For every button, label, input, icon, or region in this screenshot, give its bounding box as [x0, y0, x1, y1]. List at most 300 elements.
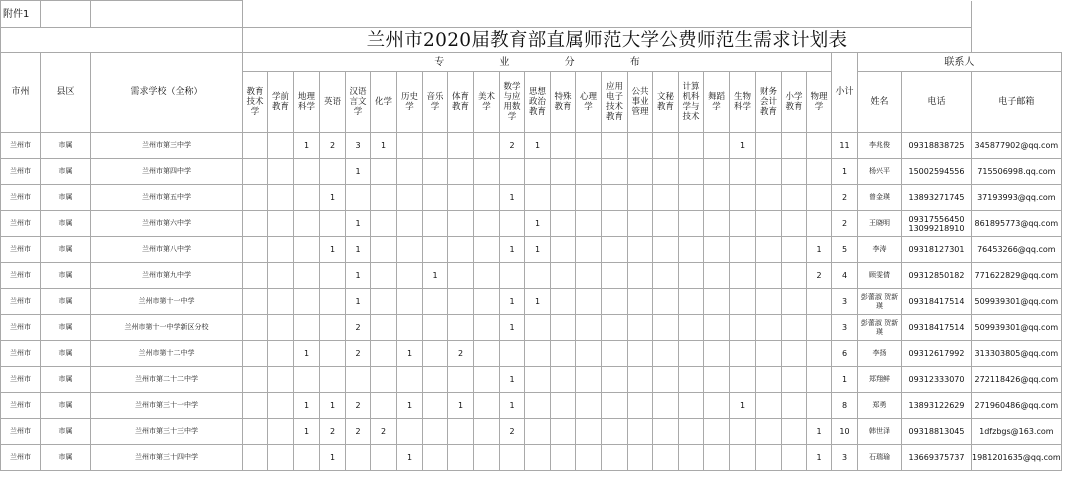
- count-cell: [551, 419, 576, 445]
- count-cell: [397, 211, 423, 237]
- city-cell: 兰州市: [1, 341, 41, 367]
- count-cell: 1: [294, 133, 320, 159]
- count-cell: [653, 445, 679, 471]
- header-major: 心理学: [576, 72, 602, 133]
- header-county: 县区: [41, 53, 91, 133]
- count-cell: [782, 289, 807, 315]
- count-cell: [576, 211, 602, 237]
- count-cell: [807, 341, 832, 367]
- header-major: 体育教育: [448, 72, 474, 133]
- count-cell: [397, 419, 423, 445]
- count-cell: [602, 315, 628, 341]
- count-cell: [448, 185, 474, 211]
- subtotal-cell: 3: [832, 289, 858, 315]
- count-cell: [525, 315, 551, 341]
- school-cell: 兰州市第五中学: [91, 185, 243, 211]
- county-cell: 市属: [41, 445, 91, 471]
- count-cell: [423, 185, 448, 211]
- count-cell: [423, 237, 448, 263]
- phone-cell: 09318813045: [902, 419, 972, 445]
- count-cell: [782, 159, 807, 185]
- count-cell: [448, 419, 474, 445]
- count-cell: [268, 263, 294, 289]
- phone-cell: 09312617992: [902, 341, 972, 367]
- count-cell: [423, 419, 448, 445]
- count-cell: [602, 341, 628, 367]
- count-cell: [243, 159, 268, 185]
- count-cell: [576, 185, 602, 211]
- count-cell: [782, 237, 807, 263]
- count-cell: [807, 315, 832, 341]
- subtotal-cell: 1: [832, 159, 858, 185]
- count-cell: [268, 393, 294, 419]
- count-cell: [268, 159, 294, 185]
- count-cell: [653, 341, 679, 367]
- count-cell: [653, 263, 679, 289]
- count-cell: [474, 445, 500, 471]
- count-cell: [807, 289, 832, 315]
- count-cell: [294, 185, 320, 211]
- count-cell: 1: [294, 419, 320, 445]
- count-cell: [397, 237, 423, 263]
- count-cell: [294, 159, 320, 185]
- count-cell: [474, 341, 500, 367]
- count-cell: [397, 289, 423, 315]
- count-cell: [782, 393, 807, 419]
- count-cell: [807, 185, 832, 211]
- city-cell: 兰州市: [1, 419, 41, 445]
- school-cell: 兰州市第九中学: [91, 263, 243, 289]
- empty-cell: [1, 28, 243, 53]
- county-cell: 市属: [41, 393, 91, 419]
- phone-cell: 09318417514: [902, 315, 972, 341]
- school-cell: 兰州市第三中学: [91, 133, 243, 159]
- count-cell: 1: [423, 263, 448, 289]
- count-cell: [525, 159, 551, 185]
- table-row: [1, 367, 1062, 393]
- count-cell: [679, 211, 704, 237]
- count-cell: [320, 211, 346, 237]
- count-cell: [576, 289, 602, 315]
- count-cell: [602, 367, 628, 393]
- header-major: 化学: [371, 72, 397, 133]
- phone-cell: 09318838725: [902, 133, 972, 159]
- page-title: 兰州市2020届教育部直属师范大学公费师范生需求计划表: [243, 28, 972, 53]
- count-cell: 1: [346, 237, 371, 263]
- count-cell: [551, 263, 576, 289]
- count-cell: [268, 185, 294, 211]
- count-cell: [704, 185, 730, 211]
- contact-name-cell: 郑翔鲜: [858, 367, 902, 393]
- count-cell: [679, 393, 704, 419]
- table-row: [1, 341, 1062, 367]
- count-cell: [474, 185, 500, 211]
- count-cell: [756, 185, 782, 211]
- count-cell: 1: [730, 393, 756, 419]
- count-cell: [602, 263, 628, 289]
- county-cell: 市属: [41, 237, 91, 263]
- count-cell: [576, 133, 602, 159]
- count-cell: [679, 445, 704, 471]
- count-cell: [474, 237, 500, 263]
- count-cell: [448, 445, 474, 471]
- table-row: [1, 393, 1062, 419]
- count-cell: [782, 263, 807, 289]
- count-cell: 2: [500, 419, 525, 445]
- count-cell: [628, 341, 653, 367]
- count-cell: [704, 393, 730, 419]
- email-cell: 37193993@qq.com: [972, 185, 1062, 211]
- header-major: 舞蹈学: [704, 72, 730, 133]
- email-cell: 509939301@qq.com: [972, 315, 1062, 341]
- count-cell: [397, 263, 423, 289]
- table-row: [1, 211, 1062, 237]
- county-cell: 市属: [41, 315, 91, 341]
- count-cell: [653, 367, 679, 393]
- count-cell: 1: [525, 237, 551, 263]
- count-cell: [346, 185, 371, 211]
- email-cell: 1981201635@qq.com: [972, 445, 1062, 471]
- count-cell: [730, 367, 756, 393]
- count-cell: [525, 367, 551, 393]
- count-cell: [448, 133, 474, 159]
- email-cell: 771622829@qq.com: [972, 263, 1062, 289]
- count-cell: [653, 133, 679, 159]
- count-cell: [653, 393, 679, 419]
- count-cell: [730, 263, 756, 289]
- count-cell: [756, 315, 782, 341]
- email-cell: 509939301@qq.com: [972, 289, 1062, 315]
- count-cell: [500, 211, 525, 237]
- count-cell: [602, 419, 628, 445]
- count-cell: [807, 393, 832, 419]
- count-cell: [397, 133, 423, 159]
- count-cell: 1: [320, 237, 346, 263]
- count-cell: [653, 211, 679, 237]
- count-cell: [371, 341, 397, 367]
- contact-name-cell: 彭蕾淑 贺新瑛: [858, 289, 902, 315]
- count-cell: [782, 185, 807, 211]
- header-major: 数学与应用数学: [500, 72, 525, 133]
- count-cell: [551, 211, 576, 237]
- count-cell: [704, 367, 730, 393]
- count-cell: [474, 159, 500, 185]
- count-cell: [807, 159, 832, 185]
- count-cell: [782, 341, 807, 367]
- count-cell: 1: [500, 393, 525, 419]
- count-cell: [628, 237, 653, 263]
- count-cell: [294, 445, 320, 471]
- count-cell: 2: [346, 393, 371, 419]
- count-cell: [268, 315, 294, 341]
- contact-name-cell: 李扬: [858, 341, 902, 367]
- count-cell: [756, 445, 782, 471]
- school-cell: 兰州市第四中学: [91, 159, 243, 185]
- count-cell: [756, 263, 782, 289]
- header-major: 英语: [320, 72, 346, 133]
- count-cell: [782, 133, 807, 159]
- count-cell: [576, 159, 602, 185]
- count-cell: [423, 211, 448, 237]
- count-cell: [243, 211, 268, 237]
- count-cell: [551, 289, 576, 315]
- count-cell: [474, 315, 500, 341]
- count-cell: [474, 289, 500, 315]
- empty-cell: [91, 1, 243, 28]
- count-cell: [551, 393, 576, 419]
- count-cell: 1: [500, 289, 525, 315]
- subtotal-cell: 2: [832, 211, 858, 237]
- table-row: [1, 133, 1062, 159]
- count-cell: [782, 367, 807, 393]
- count-cell: [268, 211, 294, 237]
- count-cell: [423, 289, 448, 315]
- count-cell: [243, 289, 268, 315]
- count-cell: [551, 133, 576, 159]
- count-cell: [243, 393, 268, 419]
- school-cell: 兰州市第二十二中学: [91, 367, 243, 393]
- count-cell: [294, 237, 320, 263]
- subtotal-cell: 3: [832, 445, 858, 471]
- county-cell: 市属: [41, 133, 91, 159]
- count-cell: [525, 419, 551, 445]
- count-cell: [268, 341, 294, 367]
- email-cell: 313303805@qq.com: [972, 341, 1062, 367]
- count-cell: [371, 185, 397, 211]
- contact-name-cell: 李兆俊: [858, 133, 902, 159]
- count-cell: [756, 211, 782, 237]
- count-cell: [371, 289, 397, 315]
- count-cell: 1: [500, 185, 525, 211]
- count-cell: [807, 367, 832, 393]
- count-cell: [756, 133, 782, 159]
- county-cell: 市属: [41, 211, 91, 237]
- count-cell: [294, 315, 320, 341]
- count-cell: [679, 185, 704, 211]
- county-cell: 市属: [41, 289, 91, 315]
- city-cell: 兰州市: [1, 185, 41, 211]
- county-cell: 市属: [41, 159, 91, 185]
- count-cell: 1: [346, 211, 371, 237]
- count-cell: [653, 159, 679, 185]
- count-cell: [628, 419, 653, 445]
- count-cell: [371, 445, 397, 471]
- count-cell: [320, 289, 346, 315]
- header-major: 特殊教育: [551, 72, 576, 133]
- count-cell: [704, 133, 730, 159]
- subtotal-cell: 8: [832, 393, 858, 419]
- count-cell: [551, 341, 576, 367]
- count-cell: [397, 185, 423, 211]
- count-cell: [756, 159, 782, 185]
- count-cell: [628, 263, 653, 289]
- count-cell: [500, 159, 525, 185]
- phone-cell: 13669375737: [902, 445, 972, 471]
- count-cell: 1: [371, 133, 397, 159]
- count-cell: [320, 341, 346, 367]
- count-cell: [371, 237, 397, 263]
- phone-cell: 15002594556: [902, 159, 972, 185]
- county-cell: 市属: [41, 367, 91, 393]
- count-cell: 1: [320, 393, 346, 419]
- email-cell: 272118426@qq.com: [972, 367, 1062, 393]
- count-cell: [243, 445, 268, 471]
- count-cell: [679, 159, 704, 185]
- count-cell: [602, 445, 628, 471]
- school-cell: 兰州市第三十一中学: [91, 393, 243, 419]
- school-cell: 兰州市第三十四中学: [91, 445, 243, 471]
- count-cell: [320, 263, 346, 289]
- header-major-distribution: [243, 53, 832, 72]
- count-cell: [320, 315, 346, 341]
- header-major: 小学教育: [782, 72, 807, 133]
- count-cell: [704, 263, 730, 289]
- header-city: 市州: [1, 53, 41, 133]
- county-cell: 市属: [41, 263, 91, 289]
- count-cell: [268, 419, 294, 445]
- count-cell: [371, 211, 397, 237]
- count-cell: 1: [320, 185, 346, 211]
- header-school: 需求学校（全称）: [91, 53, 243, 133]
- count-cell: [704, 159, 730, 185]
- count-cell: [320, 367, 346, 393]
- empty-cell: [243, 1, 972, 28]
- count-cell: [448, 159, 474, 185]
- header-major: 历史学: [397, 72, 423, 133]
- count-cell: [500, 263, 525, 289]
- count-cell: [243, 367, 268, 393]
- count-cell: [268, 445, 294, 471]
- count-cell: [679, 367, 704, 393]
- count-cell: [371, 263, 397, 289]
- count-cell: 2: [346, 315, 371, 341]
- count-cell: [782, 419, 807, 445]
- header-major: 计算机科学与技术: [679, 72, 704, 133]
- count-cell: [551, 315, 576, 341]
- contact-name-cell: 李涛: [858, 237, 902, 263]
- count-cell: [756, 237, 782, 263]
- count-cell: [346, 367, 371, 393]
- count-cell: 1: [397, 393, 423, 419]
- count-cell: [782, 445, 807, 471]
- city-cell: 兰州市: [1, 393, 41, 419]
- count-cell: [397, 315, 423, 341]
- subtotal-cell: 3: [832, 315, 858, 341]
- header-major: 地理科学: [294, 72, 320, 133]
- header-name: 姓名: [858, 72, 902, 133]
- count-cell: 1: [807, 445, 832, 471]
- count-cell: 1: [525, 133, 551, 159]
- subtotal-cell: 4: [832, 263, 858, 289]
- count-cell: 1: [294, 341, 320, 367]
- subtotal-cell: 5: [832, 237, 858, 263]
- city-cell: 兰州市: [1, 159, 41, 185]
- table-row: [1, 263, 1062, 289]
- count-cell: 2: [500, 133, 525, 159]
- count-cell: [807, 133, 832, 159]
- count-cell: [474, 393, 500, 419]
- phone-cell: 09318417514: [902, 289, 972, 315]
- count-cell: [756, 367, 782, 393]
- count-cell: [679, 133, 704, 159]
- table-row: [1, 237, 1062, 263]
- count-cell: [268, 289, 294, 315]
- count-cell: [243, 185, 268, 211]
- count-cell: [551, 445, 576, 471]
- count-cell: [423, 367, 448, 393]
- count-cell: [448, 315, 474, 341]
- count-cell: [423, 341, 448, 367]
- count-cell: [448, 289, 474, 315]
- school-cell: 兰州市第八中学: [91, 237, 243, 263]
- email-cell: 715506998.qq.com: [972, 159, 1062, 185]
- attachment-label: 附件1: [1, 1, 41, 28]
- count-cell: [576, 263, 602, 289]
- school-cell: 兰州市第十一中学新区分校: [91, 315, 243, 341]
- count-cell: 1: [500, 315, 525, 341]
- contact-name-cell: 郑勇: [858, 393, 902, 419]
- count-cell: [448, 367, 474, 393]
- count-cell: [525, 263, 551, 289]
- contact-name-cell: 王晓明: [858, 211, 902, 237]
- count-cell: [397, 159, 423, 185]
- count-cell: [243, 315, 268, 341]
- count-cell: [474, 419, 500, 445]
- count-cell: 2: [320, 419, 346, 445]
- phone-cell: 09312333070: [902, 367, 972, 393]
- count-cell: [602, 211, 628, 237]
- count-cell: [730, 445, 756, 471]
- city-cell: 兰州市: [1, 445, 41, 471]
- phone-cell: 13893122629: [902, 393, 972, 419]
- count-cell: [243, 341, 268, 367]
- count-cell: [730, 185, 756, 211]
- county-cell: 市属: [41, 341, 91, 367]
- school-cell: 兰州市第十二中学: [91, 341, 243, 367]
- header-subtotal: 小计: [832, 53, 858, 133]
- count-cell: [371, 315, 397, 341]
- count-cell: 1: [346, 263, 371, 289]
- count-cell: [628, 185, 653, 211]
- count-cell: [243, 263, 268, 289]
- count-cell: 2: [346, 341, 371, 367]
- count-cell: [525, 445, 551, 471]
- county-cell: 市属: [41, 419, 91, 445]
- count-cell: 1: [807, 419, 832, 445]
- count-cell: [423, 315, 448, 341]
- table-row: [1, 289, 1062, 315]
- count-cell: [243, 133, 268, 159]
- count-cell: 2: [320, 133, 346, 159]
- count-cell: [807, 211, 832, 237]
- header-major: 公共事业管理: [628, 72, 653, 133]
- count-cell: [243, 237, 268, 263]
- subtotal-cell: 11: [832, 133, 858, 159]
- count-cell: [756, 341, 782, 367]
- phone-cell: 09317556450 13099218910: [902, 211, 972, 237]
- count-cell: [500, 341, 525, 367]
- count-cell: [730, 341, 756, 367]
- count-cell: 2: [346, 419, 371, 445]
- email-cell: 345877902@qq.com: [972, 133, 1062, 159]
- count-cell: [448, 263, 474, 289]
- count-cell: 1: [525, 289, 551, 315]
- school-cell: 兰州市第十一中学: [91, 289, 243, 315]
- count-cell: [371, 159, 397, 185]
- count-cell: [602, 133, 628, 159]
- count-cell: [423, 445, 448, 471]
- header-major: 教育技术学: [243, 72, 268, 133]
